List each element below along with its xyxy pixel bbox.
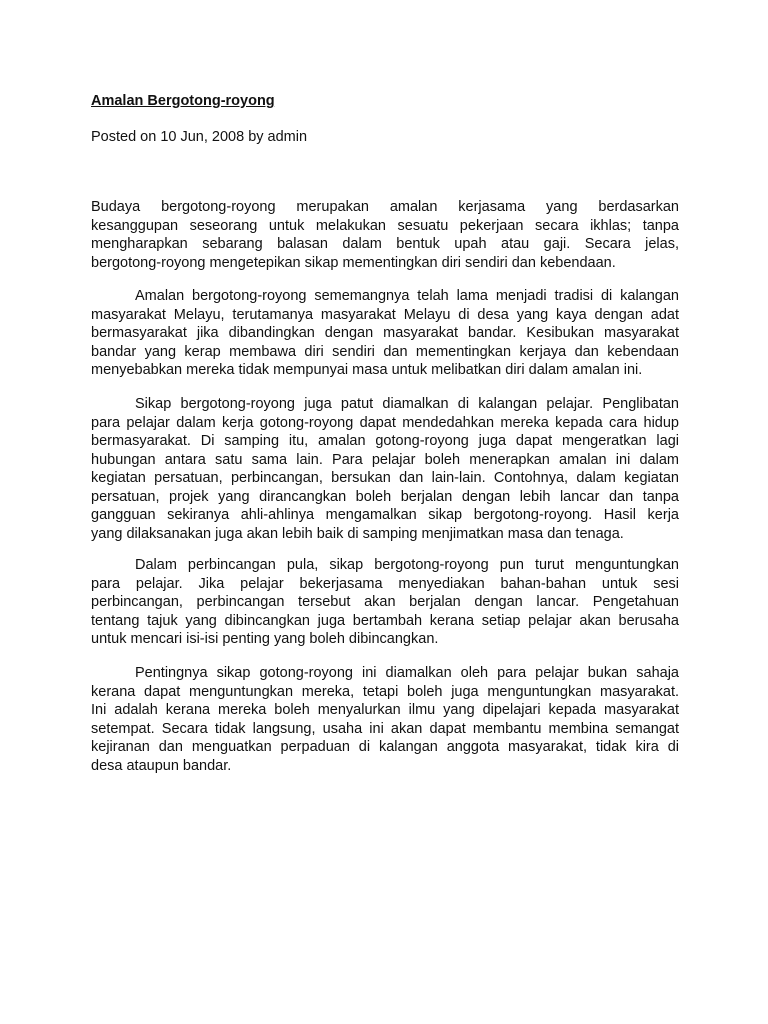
paragraph-line: setempat. Secara tidak langsung, usaha ini akan dapat membantu membina semangat [91,720,679,737]
paragraph-line: Budaya bergotong-royong merupakan amalan kerjasama yang berdasarkan [91,199,679,215]
paragraph-1 [91,198,679,272]
paragraph-3 [91,395,679,543]
paragraph-line: Pentingnya sikap gotong-royong ini diamalkan oleh para pelajar bukan sahaja [135,665,679,681]
paragraph-line: untuk mencari isi-isi penting yang boleh dibincangkan. [91,631,439,647]
paragraph-line: kegiatan persatuan, perbincangan, bersukan dan lain-lain. Contohnya, dalam kegiatan [91,470,679,486]
paragraph-line: para pelajar. Jika pelajar bekerjasama menyediakan bahan-bahan untuk sesi [91,575,679,592]
paragraph-line: bermasyarakat. Di samping itu, amalan gotong-royong juga dapat mengeratkan lagi [91,433,679,449]
paragraph-line: para pelajar dalam kerja gotong-royong dapat mendedahkan mereka kepada cara hidup [91,414,679,431]
paragraph-line: bandar yang kerap membawa diri sendiri dan mementingkan kerjaya dan kebendaan [91,343,679,360]
paragraph-line: bergotong-royong mengetepikan sikap mementingkan diri sendiri dan kebendaan. [91,254,616,271]
paragraph-2 [91,287,679,380]
paragraph-line: Dalam perbincangan pula, sikap bergotong-royong pun turut menguntungkan [135,557,679,573]
paragraph-line: perbincangan, perbincangan tersebut akan berjalan dengan lancar. Pengetahuan [91,594,679,610]
paragraph-line: masyarakat Melayu, terutamanya masyarakat Melayu di desa yang kaya dengan adat [91,306,679,323]
paragraph-line: menyebabkan mereka tidak mempunyai masa untuk melibatkan diri dalam amalan ini. [91,362,643,378]
paragraph-line: gangguan sekiranya ahli-ahlinya mengamalkan sikap bergotong-royong. Hasil kerja [91,507,679,523]
paragraph-line: bermasyarakat jika dibandingkan dengan masyarakat bandar. Kesibukan masyarakat [91,325,679,341]
paragraph-line: kesanggupan seseorang untuk melakukan sesuatu pekerjaan secara ikhlas; tanpa [91,217,679,234]
paragraph-line: tentang tajuk yang dibincangkan juga bertambah kerana setiap pelajar akan berusaha [91,612,679,629]
paragraph-line: Ini adalah kerana mereka boleh menyalurkan ilmu yang dipelajari kepada masyarakat [91,702,679,718]
paragraph-5 [91,664,679,775]
paragraph-line: yang dilaksanakan juga akan lebih baik di samping menjimatkan masa dan tenaga. [91,525,624,542]
paragraph-line: kejiranan dan menguatkan perpaduan di kalangan anggota masyarakat, tidak kira di [91,739,679,755]
paragraph-line: kerana dapat menguntungkan mereka, tetapi boleh juga menguntungkan masyarakat. [91,683,679,700]
paragraph-line: persatuan, projek yang dirancangkan boleh berjalan dengan lebih lancar dan tanpa [91,488,679,505]
document-title: Amalan Bergotong-royong [91,93,275,109]
paragraph-line: hubungan antara satu sama lain. Para pelajar boleh menerapkan amalan ini dalam [91,451,679,468]
post-meta: Posted on 10 Jun, 2008 by admin [91,129,308,145]
paragraph-4 [91,556,679,649]
paragraph-line: mengharapkan sebarang balasan dalam bentuk upah atau gaji. Secara jelas, [91,236,679,252]
paragraph-line: desa ataupun bandar. [91,757,232,774]
paragraph-line: Sikap bergotong-royong juga patut diamalkan di kalangan pelajar. Penglibatan [135,396,679,412]
paragraph-line: Amalan bergotong-royong sememangnya telah lama menjadi tradisi di kalangan [135,288,679,304]
